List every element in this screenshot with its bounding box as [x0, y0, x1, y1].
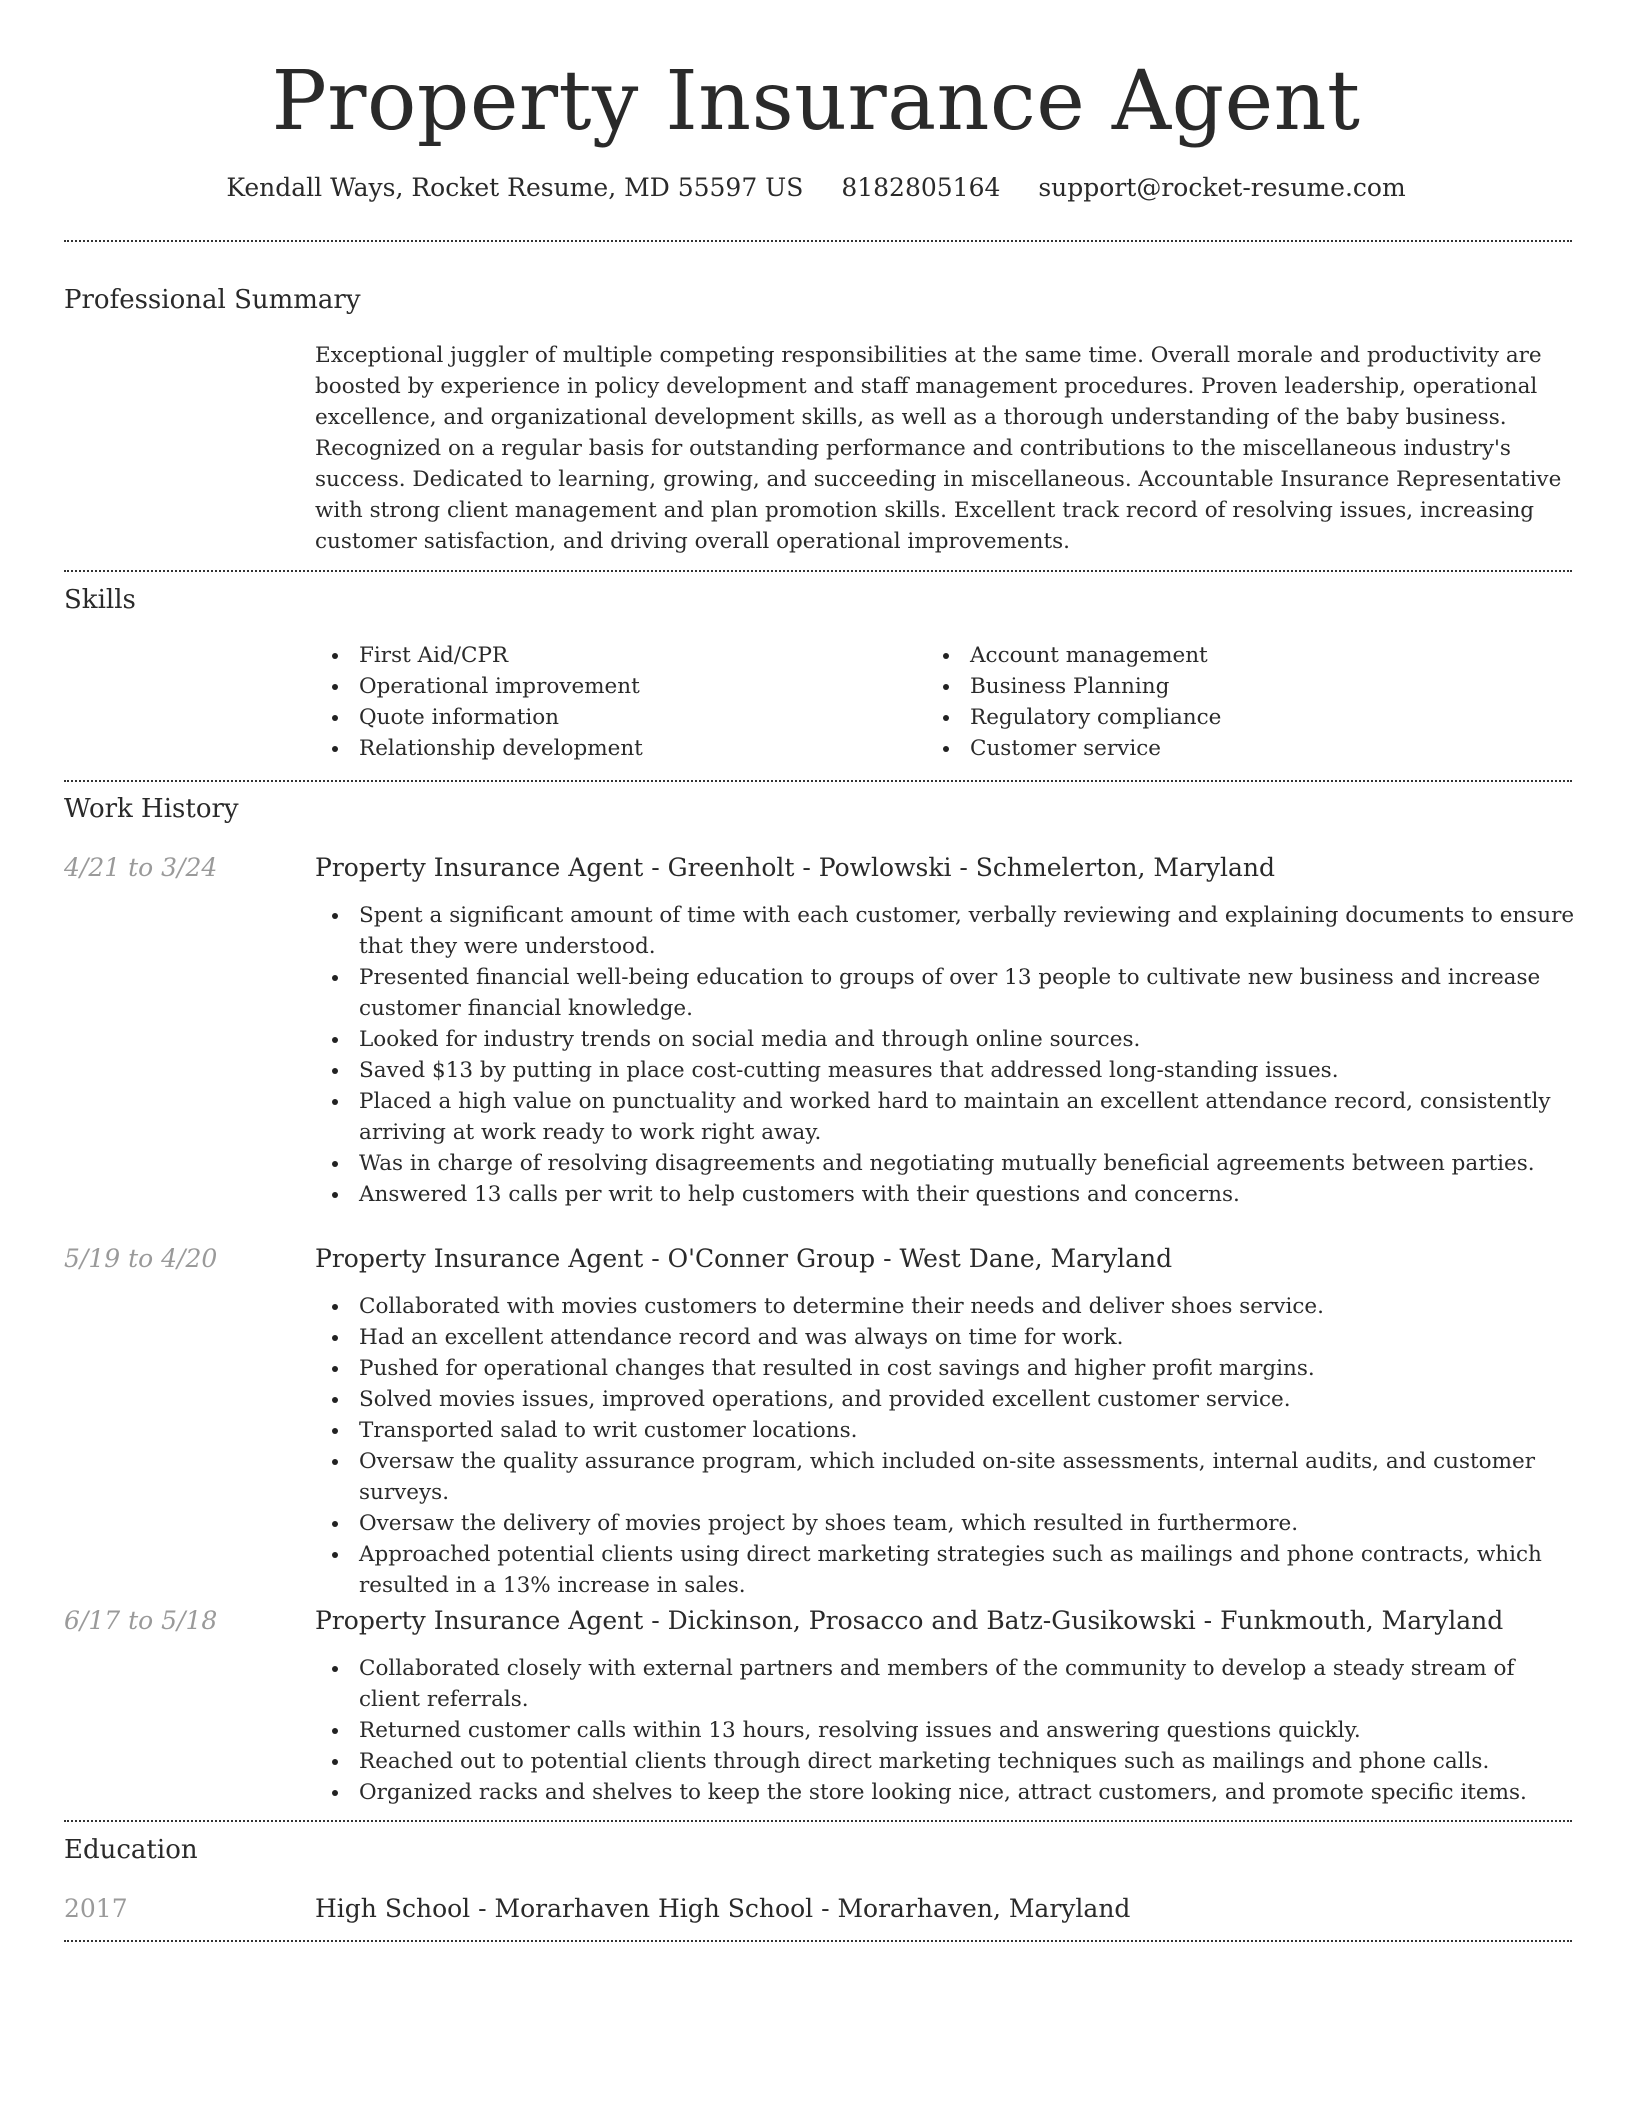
education-heading: Education	[64, 1835, 198, 1865]
job-bullets	[315, 1653, 1577, 1808]
section-divider	[64, 570, 1572, 572]
job-bullet: Had an excellent attendance record and was always on time for work.	[315, 1322, 1577, 1353]
section-divider	[64, 1820, 1572, 1822]
education-title: High School - Morarhaven High School - Morarhaven, Maryland	[315, 1894, 1131, 1923]
contact-line	[0, 170, 1632, 206]
skill-item: Relationship development	[315, 733, 895, 764]
job-dates: 5/19 to 4/20	[64, 1244, 218, 1273]
job-bullet: Collaborated with movies customers to determine their needs and deliver shoes service.	[315, 1291, 1577, 1322]
skill-item: Business Planning	[926, 671, 1566, 702]
job-bullet: Returned customer calls within 13 hours, resolving issues and answering questions quickly.	[315, 1715, 1577, 1746]
job-dates: 4/21 to 3/24	[64, 853, 218, 882]
skill-item: Account management	[926, 640, 1566, 671]
job-title: Property Insurance Agent - O'Conner Group - West Dane, Maryland	[315, 1244, 1173, 1273]
education-year: 2017	[64, 1894, 128, 1923]
section-divider	[64, 240, 1572, 242]
job-bullet: Looked for industry trends on social media and through online sources.	[315, 1024, 1577, 1055]
job-bullet: Pushed for operational changes that resulted in cost savings and higher profit margins.	[315, 1353, 1577, 1384]
summary-heading: Professional Summary	[64, 285, 361, 315]
skills-list-right	[926, 640, 1566, 764]
section-divider	[64, 780, 1572, 782]
job-dates: 6/17 to 5/18	[64, 1606, 218, 1635]
resume-title: Property Insurance Agent	[271, 54, 1361, 149]
job-bullet: Organized racks and shelves to keep the store looking nice, attract customers, and promote specific items.	[315, 1777, 1577, 1808]
job-title: Property Insurance Agent - Greenholt - Powlowski - Schmelerton, Maryland	[315, 853, 1275, 882]
job-bullet: Collaborated closely with external partners and members of the community to develop a steady stream of client referrals.	[315, 1653, 1577, 1715]
job-bullet: Transported salad to writ customer locations.	[315, 1415, 1577, 1446]
job-bullet: Presented financial well-being education to groups of over 13 people to cultivate new business and increase customer financial knowledge.	[315, 962, 1577, 1024]
job-bullet: Spent a significant amount of time with each customer, verbally reviewing and explaining documents to ensure that they were understood.	[315, 900, 1577, 962]
job-bullet: Approached potential clients using direct marketing strategies such as mailings and phone contracts, which resulted in a 13% increase in sales.	[315, 1539, 1577, 1601]
job-bullets	[315, 1291, 1577, 1601]
job-bullet: Reached out to potential clients through direct marketing techniques such as mailings and phone calls.	[315, 1746, 1577, 1777]
job-bullet: Saved $13 by putting in place cost-cutting measures that addressed long-standing issues.	[315, 1055, 1577, 1086]
job-title: Property Insurance Agent - Dickinson, Prosacco and Batz-Gusikowski - Funkmouth, Maryland	[315, 1606, 1504, 1635]
skill-item: First Aid/CPR	[315, 640, 895, 671]
contact-address: Kendall Ways, Rocket Resume, MD 55597 US	[226, 173, 804, 202]
skill-item: Quote information	[315, 702, 895, 733]
job-bullet: Placed a high value on punctuality and worked hard to maintain an excellent attendance record, consistently arriving at work ready to work right away.	[315, 1086, 1577, 1148]
summary-text: Exceptional juggler of multiple competing responsibilities at the same time. Overall morale and productivity are boosted by experience in policy development and staff management procedures. Proven leadership, operational excellence, and organizational development skills, as well as a thorough understanding of the baby business. Recognized on a regular basis for outstanding performance and contributions to the miscellaneous industry's success. Dedicated to learning, growing, and succeeding in miscellaneous. Accountable Insurance Representative with strong client management and plan promotion skills. Excellent track record of resolving issues, increasing customer satisfaction, and driving overall operational improvements.	[315, 343, 1562, 554]
job-bullets	[315, 900, 1577, 1210]
job-bullet: Was in charge of resolving disagreements and negotiating mutually beneficial agreements between parties.	[315, 1148, 1577, 1179]
section-divider	[64, 1940, 1572, 1942]
skill-item: Operational improvement	[315, 671, 895, 702]
contact-phone: 8182805164	[841, 173, 1001, 202]
work-history-heading: Work History	[64, 794, 239, 824]
skills-heading: Skills	[64, 585, 136, 615]
job-bullet: Solved movies issues, improved operations, and provided excellent customer service.	[315, 1384, 1577, 1415]
job-bullet: Answered 13 calls per writ to help customers with their questions and concerns.	[315, 1179, 1577, 1210]
skills-list-left	[315, 640, 895, 764]
skill-item: Customer service	[926, 733, 1566, 764]
contact-email: support@rocket-resume.com	[1038, 173, 1406, 202]
job-bullet: Oversaw the delivery of movies project by shoes team, which resulted in furthermore.	[315, 1508, 1577, 1539]
skill-item: Regulatory compliance	[926, 702, 1566, 733]
job-bullet: Oversaw the quality assurance program, which included on-site assessments, internal audits, and customer surveys.	[315, 1446, 1577, 1508]
